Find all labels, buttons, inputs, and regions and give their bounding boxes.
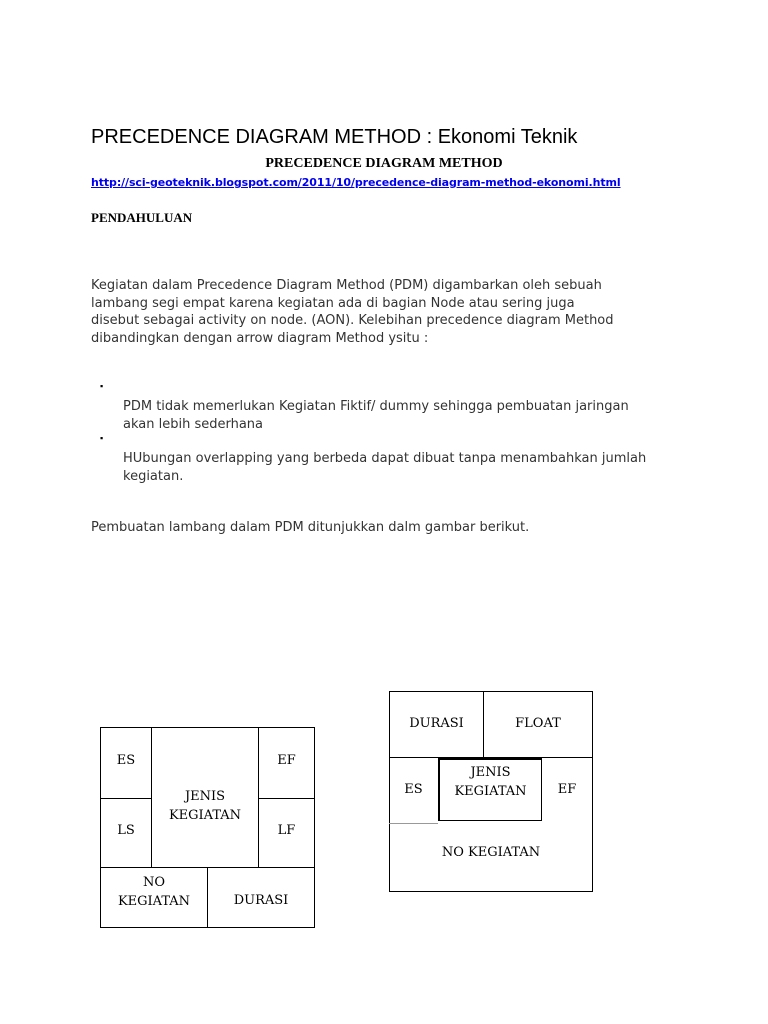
intro-line: dibandingkan dengan arrow diagram Method ysitu : [91, 330, 429, 346]
kegiatan-line: KEGIATAN [168, 808, 242, 823]
jenis-line: JENIS [184, 789, 226, 804]
intro-line: lambang segi empat karena kegiatan ada di bagian Node atau sering juga [91, 295, 575, 311]
section-heading: PENDAHULUAN [91, 210, 193, 225]
durasi-label: DURASI [233, 893, 289, 908]
list-item-line: akan lebih sederhana [123, 416, 263, 432]
bullet-marker: ▪ [100, 381, 104, 391]
no-kegiatan-label [101, 873, 207, 911]
intro-line: Kegiatan dalam Precedence Diagram Method (PDM) digambarkan oleh sebuah [91, 278, 602, 293]
no-line: NO [142, 875, 166, 890]
divider-line [258, 798, 315, 799]
divider-line [389, 823, 438, 824]
float-label: FLOAT [515, 716, 561, 731]
jenis-line: JENIS [470, 765, 511, 780]
intro-paragraph [91, 277, 691, 347]
bullet-marker: ▪ [100, 433, 104, 443]
conclusion-paragraph: Pembuatan lambang dalam PDM ditunjukkan dalm gambar berikut. [91, 520, 530, 535]
kegiatan-line: KEGIATAN [117, 894, 191, 909]
durasi-label: DURASI [409, 716, 464, 731]
es-label: ES [404, 782, 423, 797]
source-link[interactable]: http://sci-geoteknik.blogspot.com/2011/10/precedence-diagram-method-ekonomi.html [91, 176, 621, 189]
lf-label: LF [277, 823, 296, 838]
list-item-line: kegiatan. [123, 468, 184, 484]
jenis-kegiatan-label [440, 763, 541, 801]
es-label: ES [116, 753, 136, 768]
kegiatan-line: KEGIATAN [454, 784, 527, 799]
document-subtitle: PRECEDENCE DIAGRAM METHOD [265, 156, 503, 171]
intro-line: disebut sebagai activity on node. (AON). Kelebihan precedence diagram Method [91, 313, 614, 328]
ef-label: EF [277, 753, 296, 768]
list-item-line: PDM tidak memerlukan Kegiatan Fiktif/ dummy sehingga pembuatan jaringan [123, 399, 629, 414]
divider-line [100, 798, 152, 799]
page-title: PRECEDENCE DIAGRAM METHOD : Ekonomi Teknik [91, 126, 578, 148]
jenis-kegiatan-label [152, 787, 258, 825]
ef-label: EF [557, 782, 577, 797]
ls-label: LS [117, 823, 135, 838]
list-item-line: HUbungan overlapping yang berbeda dapat dibuat tanpa menambahkan jumlah [123, 451, 647, 466]
no-kegiatan-label: NO KEGIATAN [441, 845, 541, 860]
list-item [123, 398, 713, 433]
list-item [123, 450, 713, 485]
